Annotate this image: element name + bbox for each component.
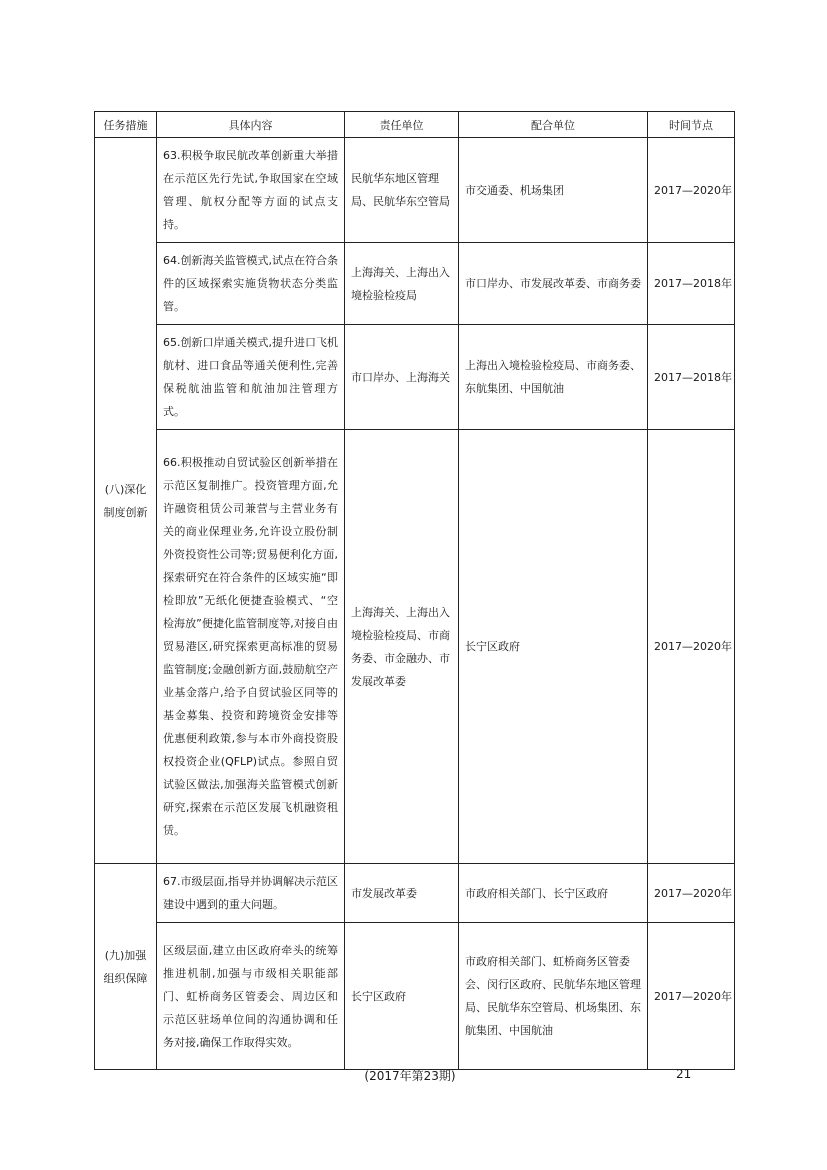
lead-unit-cell: 上海海关、上海出入境检验检疫局 <box>345 243 459 325</box>
header-lead-unit: 责任单位 <box>345 112 459 138</box>
time-cell: 2017—2020年 <box>648 430 735 864</box>
lead-unit-cell: 市口岸办、上海海关 <box>345 325 459 430</box>
support-unit-cell: 长宁区政府 <box>459 430 648 864</box>
header-task-measure: 任务措施 <box>95 112 157 138</box>
support-unit-cell: 市政府相关部门、虹桥商务区管委会、闵行区政府、民航华东地区管理局、民航华东空管局、机场集团、东航集团、中国航油 <box>459 923 648 1070</box>
time-cell: 2017—2018年 <box>648 243 735 325</box>
table-row <box>95 923 735 1070</box>
page-number: 21 <box>676 1067 692 1081</box>
issue-number: (2017年第23期) <box>364 1069 456 1083</box>
table-row <box>95 243 735 325</box>
content-cell: 66.积极推动自贸试验区创新举措在示范区复制推广。投资管理方面,允许融资租赁公司兼营与主营业务有关的商业保理业务,允许设立股份制外资投资性公司等;贸易便利化方面,探索研究在符合条件的区域实施“即检即放”无纸化便捷查验模式、“空检海放”便捷化监管制度等,对接自由贸易港区,研究探索更高标准的贸易监管制度;金融创新方面,鼓励航空产业基金落户,给予自贸试验区同等的基金募集、投资和跨境资金安排等优惠便利政策,参与本市外商投资股权投资企业(QFLP)试点。参照自贸试验区做法,加强海关监管模式创新研究,探索在示范区发展飞机融资租赁。 <box>157 430 345 864</box>
content-cell: 区级层面,建立由区政府牵头的统筹推进机制,加强与市级相关职能部门、虹桥商务区管委会、周边区和示范区驻场单位间的沟通协调和任务对接,确保工作取得实效。 <box>157 923 345 1070</box>
support-unit-cell: 市口岸办、市发展改革委、市商务委 <box>459 243 648 325</box>
content-cell: 63.积极争取民航改革创新重大举措在示范区先行先试,争取国家在空域管理、航权分配等方面的试点支持。 <box>157 138 345 243</box>
support-unit-cell: 市交通委、机场集团 <box>459 138 648 243</box>
table-row <box>95 430 735 864</box>
content-cell: 65.创新口岸通关模式,提升进口飞机航材、进口食品等通关便利性,完善保税航油监管和航油加注管理方式。 <box>157 325 345 430</box>
policy-table <box>94 111 735 1070</box>
content-cell: 67.市级层面,指导并协调解决示范区建设中遇到的重大问题。 <box>157 864 345 923</box>
lead-unit-cell: 市发展改革委 <box>345 864 459 923</box>
table-row <box>95 138 735 243</box>
header-time: 时间节点 <box>648 112 735 138</box>
content-cell: 64.创新海关监管模式,试点在符合条件的区域探索实施货物状态分类监管。 <box>157 243 345 325</box>
table-header-row <box>95 112 735 138</box>
lead-unit-cell: 民航华东地区管理局、民航华东空管局 <box>345 138 459 243</box>
time-cell: 2017—2020年 <box>648 864 735 923</box>
time-cell: 2017—2020年 <box>648 923 735 1070</box>
lead-unit-cell: 长宁区政府 <box>345 923 459 1070</box>
support-unit-cell: 市政府相关部门、长宁区政府 <box>459 864 648 923</box>
header-content: 具体内容 <box>157 112 345 138</box>
time-cell: 2017—2020年 <box>648 138 735 243</box>
support-unit-cell: 上海出入境检验检疫局、市商务委、东航集团、中国航油 <box>459 325 648 430</box>
time-cell: 2017—2018年 <box>648 325 735 430</box>
lead-unit-cell: 上海海关、上海出入境检验检疫局、市商务委、市金融办、市发展改革委 <box>345 430 459 864</box>
table-row <box>95 864 735 923</box>
table-row <box>95 325 735 430</box>
category-cell: (八)深化制度创新 <box>95 138 157 864</box>
header-support-unit: 配合单位 <box>459 112 648 138</box>
category-cell: (九)加强组织保障 <box>95 864 157 1070</box>
